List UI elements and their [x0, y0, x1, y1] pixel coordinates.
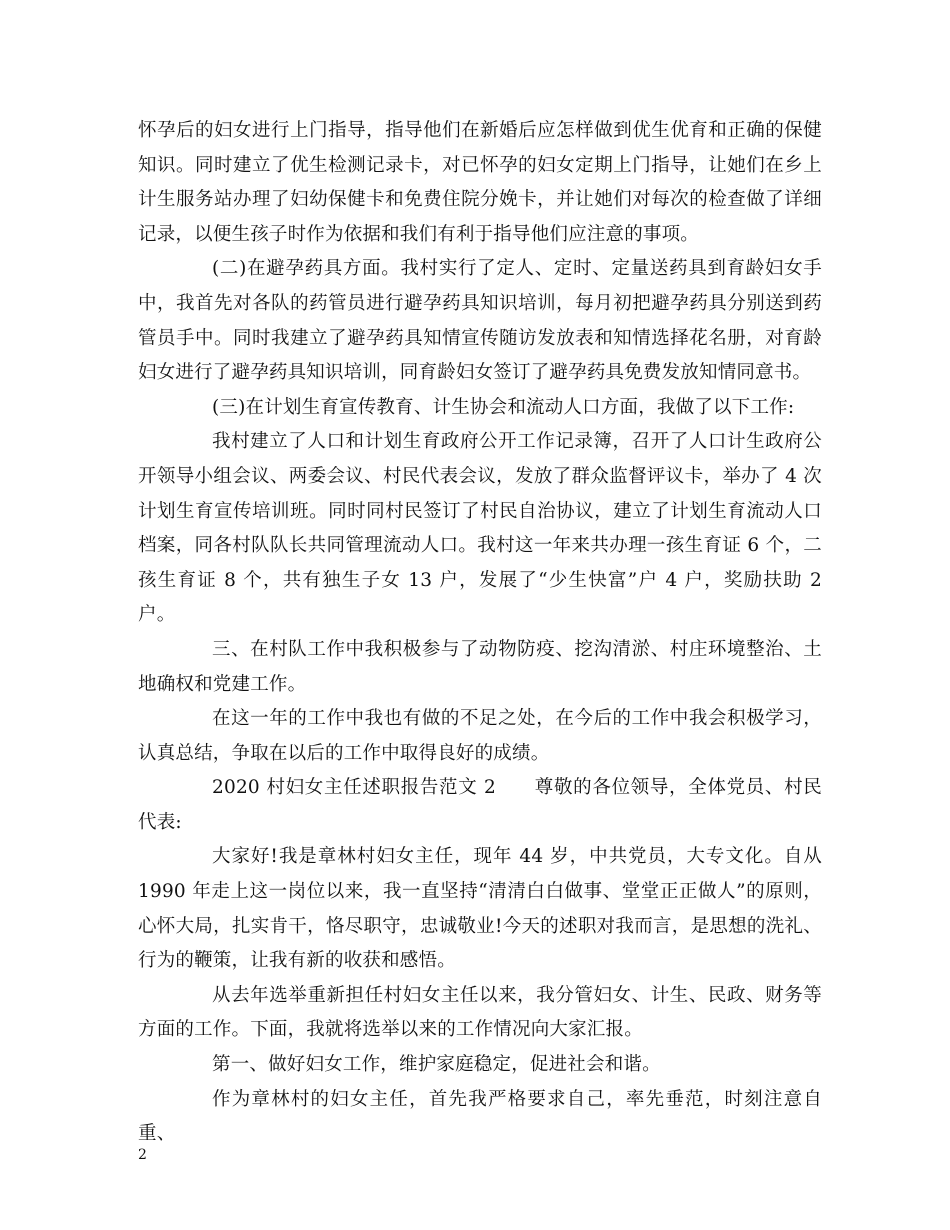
paragraph-9: 从去年选举重新担任村妇女主任以来，我分管妇女、计生、民政、财务等方面的工作。下面，我就将选举以来的工作情况向大家汇报。: [138, 984, 822, 1041]
paragraph-2: (二)在避孕药具方面。我村实行了定人、定时、定量送药具到育龄妇女手中，我首先对各队的药管员进行避孕药具知识培训，每月初把避孕药具分别送到药管员手中。同时我建立了避孕药具知情宣传随访发放表和知情选择花名册，对育龄妇女进行了避孕药具知识培训，同育龄妇女签订了避孕药具免费发放知情同意书。: [138, 258, 822, 384]
page-number: 2: [138, 1147, 147, 1163]
paragraph-5: 三、在村队工作中我积极参与了动物防疫、挖沟清淤、村庄环境整治、土地确权和党建工作。: [138, 638, 822, 695]
paragraph-3: (三)在计划生育宣传教育、计生协会和流动人口方面，我做了以下工作:: [212, 396, 795, 418]
paragraph-6: 在这一年的工作中我也有做的不足之处，在今后的工作中我会积极学习，认真总结，争取在以后的工作中取得良好的成绩。: [138, 708, 822, 764]
paragraph-11: 作为章林村的妇女主任，首先我严格要求自己，率先垂范，时刻注意自重、: [138, 1088, 822, 1145]
paragraph-8: 大家好!我是章林村妇女主任，现年 44 岁，中共党员，大专文化。自从 1990 年走上这一岗位以来，我一直坚持“清清白白做事、堂堂正正做人”的原则，心怀大局，扎实肯干，恪尽职守，忠诚敬业!今天的述职对我而言，是思想的洗礼、行为的鞭策，让我有新的收获和感悟。: [138, 846, 822, 972]
paragraph-1: 怀孕后的妇女进行上门指导，指导他们在新婚后应怎样做到优生优育和正确的保健知识。同时建立了优生检测记录卡，对已怀孕的妇女定期上门指导，让她们在乡上计生服务站办理了妇幼保健卡和免费住院分娩卡，并让她们对每次的检查做了详细记录，以便生孩子时作为依据和我们有利于指导他们应注意的事项。: [138, 120, 822, 245]
paragraph-10: 第一、做好妇女工作，维护家庭稳定，促进社会和谐。: [212, 1054, 661, 1076]
document-body: [138, 114, 822, 1152]
paragraph-4: 我村建立了人口和计划生育政府公开工作记录簿，召开了人口计生政府公开领导小组会议、两委会议、村民代表会议，发放了群众监督评议卡，举办了 4 次计划生育宣传培训班。同时同村民签订了村民自治协议，建立了计划生育流动人口档案，同各村队队长共同管理流动人口。我村这一年来共办理一孩生育证 6 个，二孩生育证 8 个，共有独生子女 13 户，发展了“少生快富”户 4 户，奖励扶助 2 户。: [138, 431, 822, 626]
paragraph-7-report-heading: 2020 村妇女主任述职报告范文 2 尊敬的各位领导，全体党员、村民代表:: [138, 777, 822, 833]
